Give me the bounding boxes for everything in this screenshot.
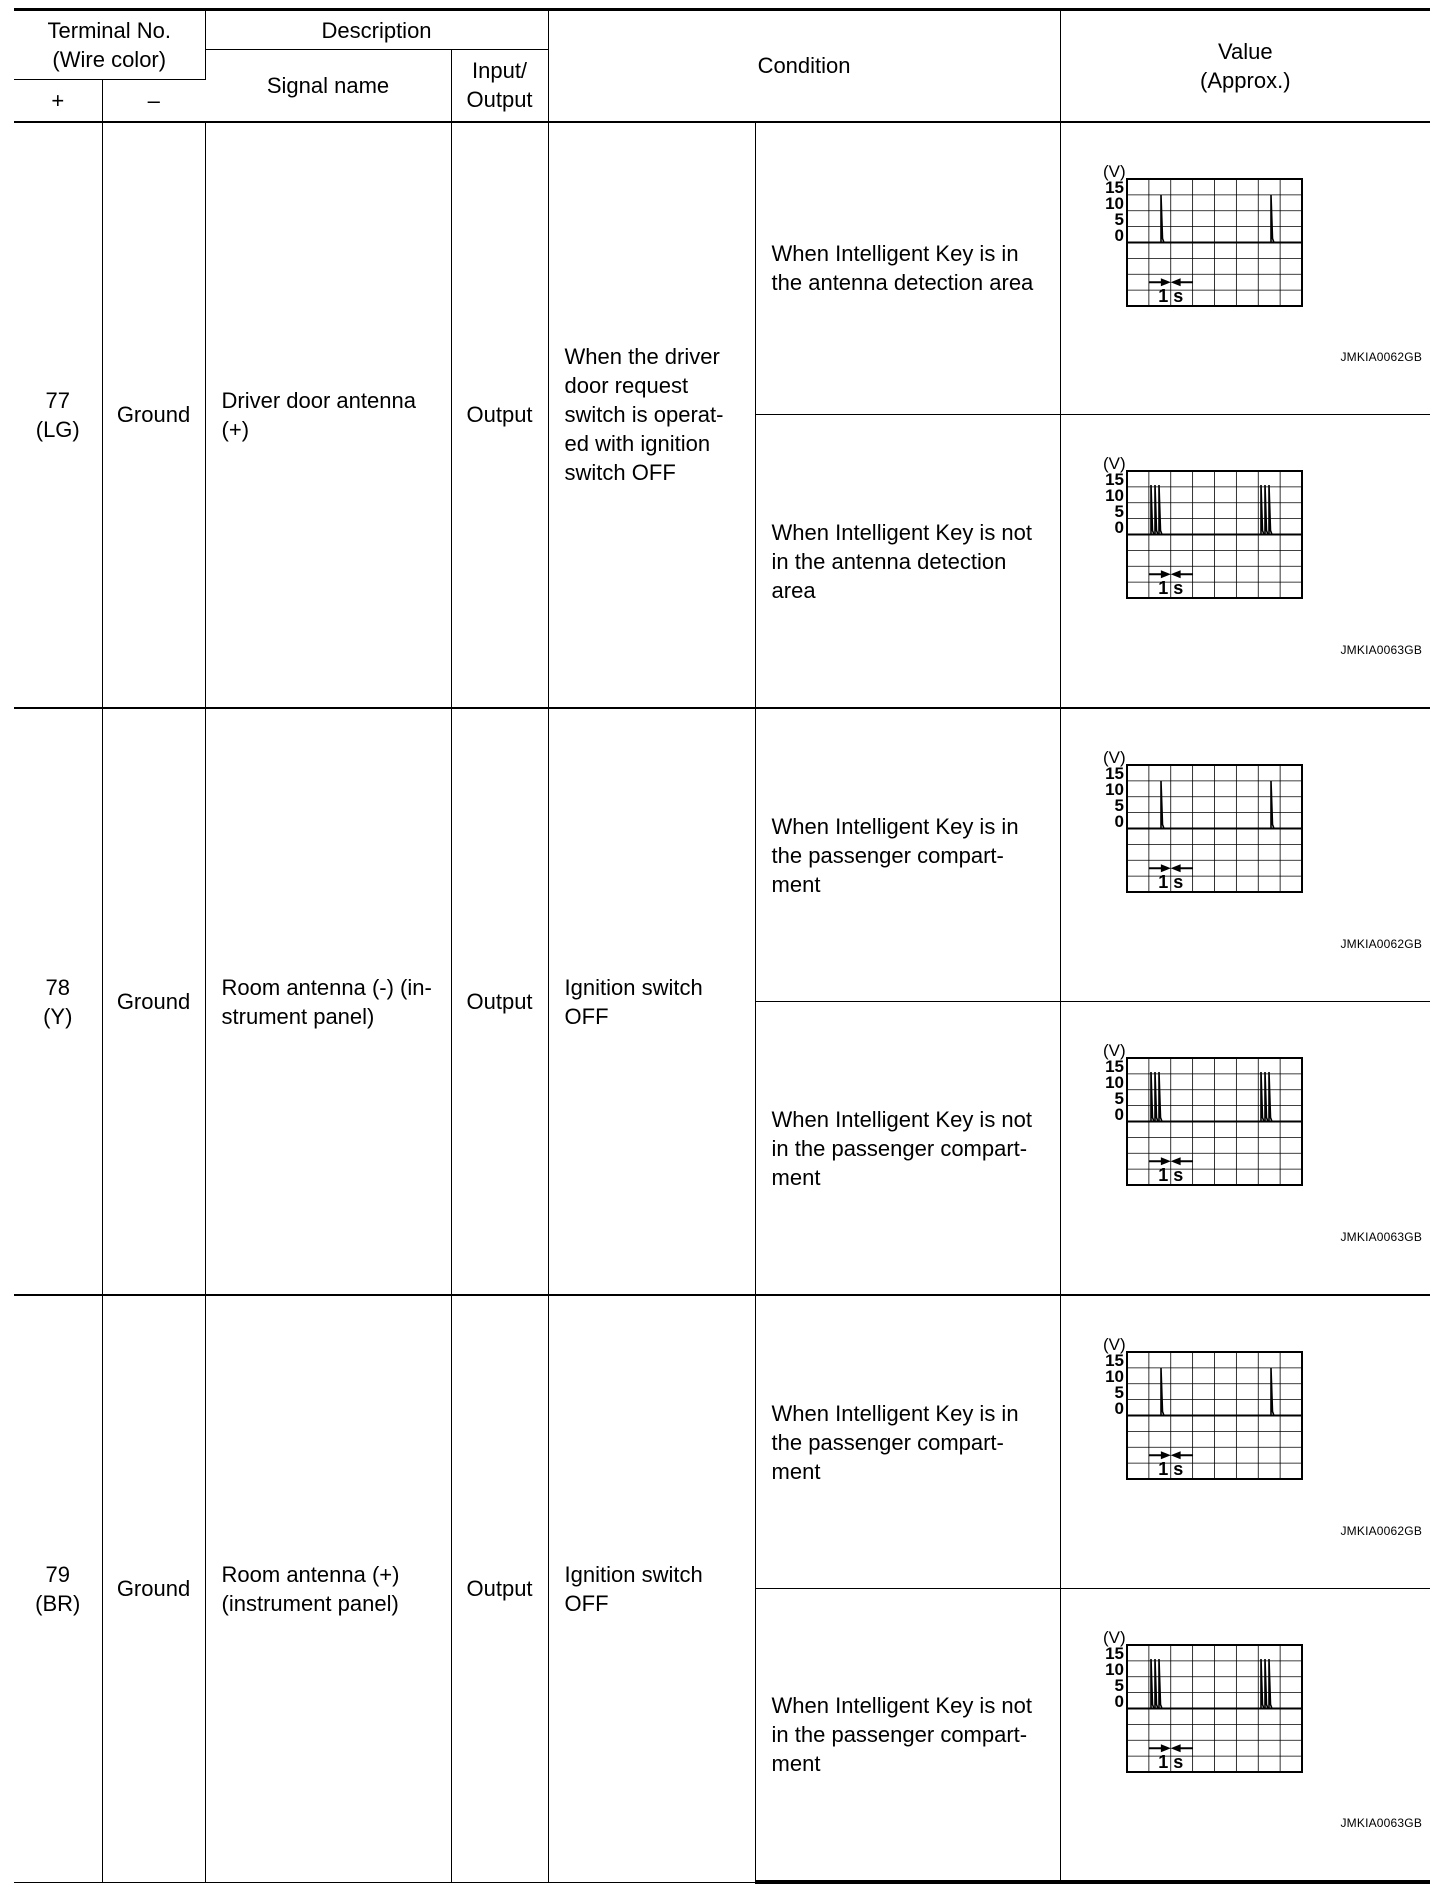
waveform-tick-label: 10	[1104, 193, 1124, 213]
signal-name-cell	[205, 1295, 451, 1882]
waveform-unit-label: (V)	[1102, 455, 1126, 474]
header-description: Description	[205, 10, 548, 50]
condition-sub-cell	[755, 1589, 1060, 1882]
signal-name-line: Room antenna (-) (in-	[221, 974, 432, 1000]
waveform-image-id: JMKIA0063GB	[1340, 643, 1423, 658]
signal-name-line: (instrument panel)	[221, 1590, 399, 1616]
time-marker-arrow	[1160, 1744, 1170, 1752]
waveform-chart	[1103, 1336, 1313, 1486]
waveform-tick-label: 15	[1104, 1057, 1124, 1077]
terminal-number: 79	[45, 1561, 70, 1587]
waveform-tick-label: 0	[1114, 812, 1124, 832]
text-line: When Intelligent Key is not	[771, 1106, 1033, 1132]
waveform-tick-label: 0	[1114, 518, 1124, 538]
text-line: Ignition switch	[564, 1561, 703, 1587]
text-line: the passenger compart-	[771, 1429, 1004, 1455]
waveform-tick-label: 10	[1104, 780, 1124, 800]
waveform-tick-label: 5	[1114, 1089, 1124, 1109]
waveform-pulse	[1161, 1368, 1164, 1416]
condition-sub-cell	[755, 1295, 1060, 1588]
header-minus: –	[102, 80, 205, 122]
terminal-number-cell	[14, 1295, 102, 1882]
waveform-wrap	[1061, 1589, 1431, 1880]
signal-name-line: Room antenna (+)	[221, 1561, 400, 1587]
text-line: Ignition switch	[564, 974, 703, 1000]
text-line: the antenna detection area	[771, 270, 1034, 296]
signal-name-cell	[205, 122, 451, 709]
waveform-cell	[1060, 708, 1430, 1001]
time-marker-arrow	[1160, 278, 1170, 286]
header-terminal-no-label: Terminal No.	[47, 18, 171, 43]
header-value-label: Value	[1217, 38, 1273, 64]
wire-color: (Y)	[43, 1003, 73, 1029]
input-output-cell: Output	[451, 1295, 548, 1882]
waveform-cell	[1060, 415, 1430, 708]
waveform-image-id: JMKIA0063GB	[1340, 1816, 1423, 1830]
waveform-cell	[1060, 1295, 1430, 1588]
condition-main-cell	[548, 1295, 755, 1882]
condition-main-text	[565, 1560, 747, 1618]
condition-main-text	[565, 342, 747, 487]
waveform-tick-label: 0	[1114, 1692, 1124, 1712]
terminal-number-cell	[14, 708, 102, 1295]
waveform-cell	[1060, 1589, 1430, 1882]
text-line: switch is operat-	[564, 402, 724, 428]
waveform-pulse	[1265, 485, 1268, 535]
signal-name-line: (+)	[221, 416, 250, 442]
text-line: When Intelligent Key is in	[771, 1400, 1019, 1426]
text-line: When Intelligent Key is in	[771, 813, 1019, 839]
waveform-chart	[1103, 749, 1313, 899]
signal-name-line: Driver door antenna	[221, 387, 416, 413]
header-signal-name: Signal name	[205, 50, 451, 122]
header-plus: +	[14, 80, 102, 122]
waveform-pulse	[1151, 1659, 1154, 1709]
time-marker-arrow	[1170, 571, 1180, 579]
header-approx-label: (Approx.)	[1200, 67, 1291, 93]
signal-name-line: strument panel)	[221, 1003, 375, 1029]
time-marker-label: 1 s	[1157, 1165, 1183, 1186]
header-output-label: Output	[466, 87, 533, 113]
waveform-image-id: JMKIA0063GB	[1340, 1230, 1423, 1245]
terminal-number-cell	[14, 122, 102, 709]
header-input-output	[451, 50, 548, 122]
header-terminal-no	[14, 10, 205, 80]
waveform-chart	[1103, 163, 1313, 313]
waveform-tick-label: 15	[1104, 177, 1124, 197]
waveform-tick-label: 0	[1114, 225, 1124, 245]
waveform-tick-label: 5	[1114, 796, 1124, 816]
waveform-pulse	[1151, 1072, 1154, 1122]
header-condition: Condition	[548, 10, 1060, 122]
waveform-unit-label: (V)	[1102, 749, 1126, 768]
condition-sub-text	[772, 812, 1052, 899]
waveform-pulse	[1151, 485, 1154, 535]
waveform-image-id: JMKIA0062GB	[1340, 937, 1423, 952]
condition-sub-cell	[755, 415, 1060, 708]
waveform-pulse	[1161, 781, 1164, 829]
waveform-tick-label: 5	[1114, 1383, 1124, 1403]
waveform-image-id: JMKIA0062GB	[1340, 350, 1423, 365]
waveform-pulse	[1265, 1072, 1268, 1122]
text-line: in the passenger compart-	[771, 1135, 1028, 1161]
waveform-pulse	[1261, 1659, 1264, 1709]
wire-color: (LG)	[35, 416, 80, 442]
text-line: the passenger compart-	[771, 842, 1004, 868]
text-line: ment	[771, 1164, 821, 1190]
waveform-pulse	[1159, 1659, 1162, 1709]
waveform-wrap	[1061, 1296, 1431, 1588]
time-marker-label: 1 s	[1157, 1459, 1183, 1480]
condition-sub-text	[772, 1399, 1052, 1486]
waveform-pulse	[1155, 485, 1158, 535]
time-marker-arrow	[1160, 1157, 1170, 1165]
condition-sub-text	[772, 1691, 1052, 1778]
waveform-pulse	[1271, 195, 1274, 243]
text-line: ed with ignition	[564, 431, 711, 457]
condition-main-cell	[548, 122, 755, 709]
waveform-tick-label: 15	[1104, 1644, 1124, 1664]
waveform-pulse	[1269, 485, 1272, 535]
time-marker-arrow	[1170, 278, 1180, 286]
condition-sub-text	[772, 518, 1052, 605]
waveform-pulse	[1159, 1072, 1162, 1122]
waveform-pulse	[1271, 1368, 1274, 1416]
condition-sub-text	[772, 239, 1052, 297]
waveform-tick-label: 15	[1104, 764, 1124, 784]
wire-color: (BR)	[35, 1590, 81, 1616]
waveform-tick-label: 10	[1104, 1073, 1124, 1093]
waveform-wrap	[1061, 709, 1431, 1001]
text-line: ment	[771, 1458, 821, 1484]
waveform-tick-label: 0	[1114, 1105, 1124, 1125]
signal-name-cell	[205, 708, 451, 1295]
waveform-pulse	[1261, 1072, 1264, 1122]
text-line: When Intelligent Key is not	[771, 519, 1033, 545]
waveform-tick-label: 5	[1114, 1676, 1124, 1696]
time-marker-label: 1 s	[1157, 578, 1183, 599]
input-output-cell: Output	[451, 708, 548, 1295]
ground-terminal-cell: Ground	[102, 1295, 205, 1882]
time-marker-arrow	[1170, 865, 1180, 873]
header-wire-color-label: (Wire color)	[52, 47, 167, 72]
waveform-tick-label: 5	[1114, 502, 1124, 522]
time-marker-label: 1 s	[1157, 872, 1183, 893]
waveform-wrap	[1061, 1002, 1431, 1294]
waveform-chart	[1103, 455, 1313, 605]
waveform-unit-label: (V)	[1102, 1629, 1126, 1648]
text-line: When Intelligent Key is not	[771, 1693, 1033, 1719]
waveform-pulse	[1261, 485, 1264, 535]
waveform-wrap	[1061, 123, 1431, 415]
waveform-unit-label: (V)	[1102, 1042, 1126, 1061]
time-marker-label: 1 s	[1157, 1752, 1183, 1773]
condition-sub-cell	[755, 122, 1060, 415]
waveform-pulse	[1159, 485, 1162, 535]
waveform-pulse	[1269, 1659, 1272, 1709]
time-marker-arrow	[1170, 1744, 1180, 1752]
waveform-tick-label: 10	[1104, 1660, 1124, 1680]
text-line: door request	[564, 373, 689, 399]
waveform-cell	[1060, 1002, 1430, 1295]
terminal-specification-page	[14, 8, 1430, 1884]
condition-sub-cell	[755, 708, 1060, 1001]
text-line: switch OFF	[564, 460, 676, 486]
header-value	[1060, 10, 1430, 122]
time-marker-arrow	[1160, 571, 1170, 579]
waveform-tick-label: 15	[1104, 1351, 1124, 1371]
header-input-label: Input/	[472, 58, 528, 84]
waveform-image-id: JMKIA0062GB	[1340, 1524, 1423, 1539]
condition-sub-text	[772, 1105, 1052, 1192]
text-line: in the antenna detection	[771, 548, 1007, 574]
text-line: When the driver	[564, 344, 720, 370]
waveform-tick-label: 10	[1104, 486, 1124, 506]
text-line: When Intelligent Key is in	[771, 241, 1019, 267]
waveform-pulse	[1155, 1659, 1158, 1709]
waveform-pulse	[1271, 781, 1274, 829]
waveform-pulse	[1155, 1072, 1158, 1122]
waveform-pulse	[1265, 1659, 1268, 1709]
waveform-unit-label: (V)	[1102, 162, 1126, 181]
text-line: ment	[771, 1751, 821, 1777]
text-line: OFF	[564, 1003, 609, 1029]
waveform-tick-label: 10	[1104, 1367, 1124, 1387]
time-marker-arrow	[1170, 1157, 1180, 1165]
condition-main-text	[565, 973, 747, 1031]
waveform-pulse	[1269, 1072, 1272, 1122]
waveform-tick-label: 0	[1114, 1399, 1124, 1419]
terminal-table	[14, 8, 1430, 1884]
waveform-unit-label: (V)	[1102, 1336, 1126, 1355]
text-line: OFF	[564, 1590, 609, 1616]
waveform-tick-label: 5	[1114, 209, 1124, 229]
waveform-cell	[1060, 122, 1430, 415]
waveform-chart	[1103, 1042, 1313, 1192]
text-line: area	[771, 577, 816, 603]
terminal-number: 77	[45, 387, 70, 413]
time-marker-arrow	[1160, 1451, 1170, 1459]
ground-terminal-cell: Ground	[102, 708, 205, 1295]
time-marker-label: 1 s	[1157, 285, 1183, 306]
text-line: in the passenger compart-	[771, 1722, 1028, 1748]
waveform-wrap	[1061, 415, 1431, 707]
waveform-chart	[1103, 1629, 1313, 1779]
waveform-tick-label: 15	[1104, 470, 1124, 490]
condition-sub-cell	[755, 1002, 1060, 1295]
time-marker-arrow	[1170, 1451, 1180, 1459]
ground-terminal-cell: Ground	[102, 122, 205, 709]
time-marker-arrow	[1160, 865, 1170, 873]
condition-main-cell	[548, 708, 755, 1295]
input-output-cell: Output	[451, 122, 548, 709]
waveform-pulse	[1161, 195, 1164, 243]
text-line: ment	[771, 871, 821, 897]
terminal-number: 78	[45, 974, 70, 1000]
